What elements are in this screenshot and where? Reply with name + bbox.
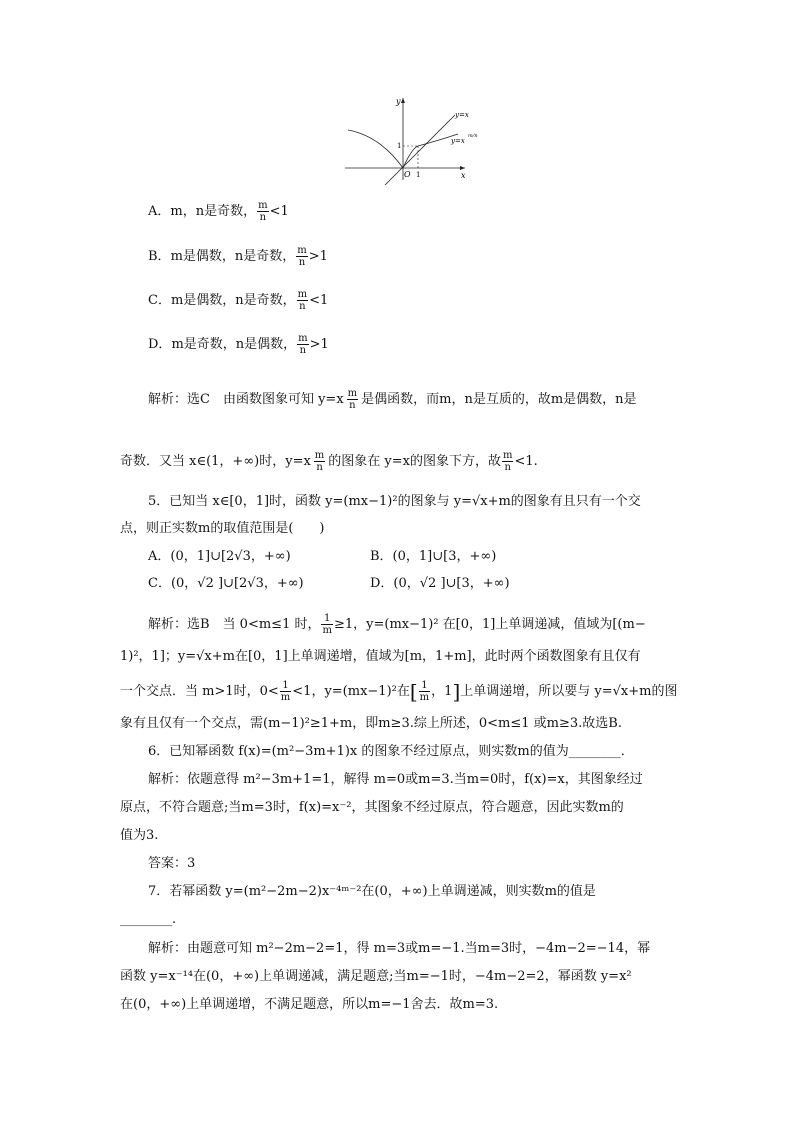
text: 奇数．又当 x∈(1，+∞)时，y=x: [120, 454, 311, 469]
numerator: 1: [321, 613, 332, 625]
text: <1.: [514, 454, 538, 469]
option-tail: >1: [308, 249, 328, 264]
option-text: m是偶数，n是奇数，: [170, 293, 296, 308]
label-power-exponent: m/n: [468, 133, 478, 139]
fraction: [321, 613, 332, 636]
text: <1，y=(mx−1)²在: [292, 684, 410, 699]
q4-option-a: [148, 200, 289, 223]
fraction: [297, 333, 308, 356]
q7-analysis-line-3: 在(0，+∞)上单调递增，不满足题意，所以m=−1舍去．故m=3.: [120, 997, 499, 1012]
tick-y-1: 1: [397, 142, 402, 150]
q5-option-b: B．(0，1]∪[3，+∞): [370, 549, 497, 564]
fraction: [419, 680, 430, 703]
numerator: m: [258, 200, 268, 211]
y-axis-label: y: [396, 97, 401, 106]
fraction: [296, 245, 307, 268]
q5-analysis-line-2: 1)²，1]；y=√x+m在[0，1]上单调递增，值域为[m，1+m]，此时两个函数图象有且仅有: [120, 649, 641, 664]
option-text: m是偶数，n是奇数，: [170, 249, 296, 264]
denominator: n: [349, 400, 356, 411]
q4-analysis-line-2: [120, 450, 538, 473]
option-tail: >1: [309, 337, 329, 352]
x-axis-label: x: [461, 171, 466, 180]
q6-analysis-line-2: 原点，不符合题意;当m=3时，f(x)=x⁻²，其图象不经过原点，符合题意，因此实数m的: [120, 800, 624, 815]
option-tail: <1: [269, 204, 289, 219]
label-y-eq-x-power: y=x: [451, 137, 465, 145]
fraction: [347, 388, 358, 411]
fraction: [280, 680, 291, 703]
option-tail: <1: [309, 293, 329, 308]
q5-analysis-line-4: 象有且仅有一个交点，需(m−1)²≥1+m，即m≥3.综上所述，0<m≤1 或m≥3.故选B.: [120, 716, 622, 731]
text: ，1: [431, 684, 453, 699]
denominator: m: [322, 625, 332, 636]
q7-analysis-line-2: 函数 y=x⁻¹⁴在(0，+∞)上单调递减，满足题意;当m=−1时，−4m−2=2，幂函数 y=x²: [120, 969, 632, 984]
bracket-left: [: [409, 679, 418, 704]
numerator: m: [297, 289, 308, 300]
q6-answer: 答案：3: [148, 856, 196, 871]
text: 一个交点．当 m>1时，0<: [120, 684, 279, 699]
q5-analysis-line-3: [120, 680, 677, 703]
numerator: m: [297, 245, 307, 256]
q7-stem-line-2: ________.: [120, 912, 177, 927]
q4-option-d: [148, 333, 329, 356]
option-letter: A．: [148, 204, 171, 219]
q7-stem-line-1: 7．若幂函数 y=(m²−2m−2)x⁻⁴ᵐ⁻²在(0，+∞)上单调递减，则实数m的值是: [148, 884, 596, 899]
denominator: n: [259, 212, 267, 223]
denominator: n: [299, 345, 307, 356]
denominator: m: [419, 692, 430, 703]
numerator: m: [298, 333, 308, 344]
denominator: m: [280, 692, 291, 703]
q5-analysis-line-1: [148, 613, 646, 636]
fraction: [502, 450, 513, 473]
y-arrow-icon: [401, 98, 405, 103]
q4-option-c: [148, 289, 328, 312]
text: 解析：选B 当 0<m≤1 时，: [148, 617, 321, 632]
text: ≥1，y=(mx−1)² 在[0，1]上单调递减，值域为[(m−: [333, 617, 646, 632]
q6-analysis-line-3: 值为3.: [120, 828, 159, 843]
fraction: [314, 450, 325, 473]
denominator: n: [299, 301, 306, 312]
x-arrow-icon: [460, 166, 465, 170]
fraction: [297, 289, 308, 312]
option-text: m，n是奇数，: [170, 204, 257, 219]
q5-option-c: C．(0，√2 ]∪[2√3，+∞): [148, 576, 304, 591]
numerator: 1: [419, 680, 430, 692]
tick-x-1: 1: [416, 171, 421, 179]
numerator: m: [314, 450, 325, 461]
text: 的图象在 y=x的图象下方，故: [328, 454, 501, 469]
q7-analysis-line-1: 解析：由题意可知 m²−2m−2=1，得 m=3或m=−1.当m=3时，−4m−2=−14，幂: [148, 941, 651, 956]
label-y-eq-x: y=x: [455, 111, 469, 119]
power-function-graph: [340, 90, 480, 185]
denominator: n: [316, 462, 323, 473]
denominator: n: [504, 462, 511, 473]
q4-analysis-line-1: [148, 388, 637, 411]
q6-analysis-line-1: 解析：依题意得 m²−3m+1=1，解得 m=0或m=3.当m=0时，f(x)=x，其图象经过: [148, 772, 643, 787]
option-text: m是奇数，n是偶数，: [171, 337, 297, 352]
text: 是偶函数，而m，n是互质的，故m是偶数，n是: [361, 392, 637, 407]
numerator: 1: [280, 680, 291, 692]
text: 解析：选C 由函数图象可知 y=x: [148, 392, 344, 407]
q5-stem-line-1: 5．已知当 x∈[0，1]时，函数 y=(mx−1)²的图象与 y=√x+m的图象有且只有一个交: [148, 494, 641, 509]
numerator: m: [347, 388, 358, 399]
option-letter: D．: [148, 337, 172, 352]
text: 上单调递增，所以要与 y=√x+m的图: [460, 684, 678, 699]
numerator: m: [502, 450, 513, 461]
q5-option-d: D．(0，√2 ]∪[3，+∞): [370, 576, 510, 591]
option-letter: B．: [148, 249, 171, 264]
bracket-right: ]: [452, 679, 461, 704]
option-letter: C．: [148, 293, 171, 308]
q4-option-b: [148, 245, 328, 268]
denominator: n: [298, 257, 306, 268]
origin-label: O: [404, 170, 411, 179]
fraction: [257, 200, 268, 223]
q5-stem-line-2: 点，则正实数m的取值范围是( ): [120, 521, 325, 536]
q6-stem: 6．已知幂函数 f(x)=(m²−3m+1)x 的图象不经过原点，则实数m的值为________．: [148, 744, 634, 759]
q5-option-a: A．(0，1]∪[2√3，+∞): [148, 549, 291, 564]
